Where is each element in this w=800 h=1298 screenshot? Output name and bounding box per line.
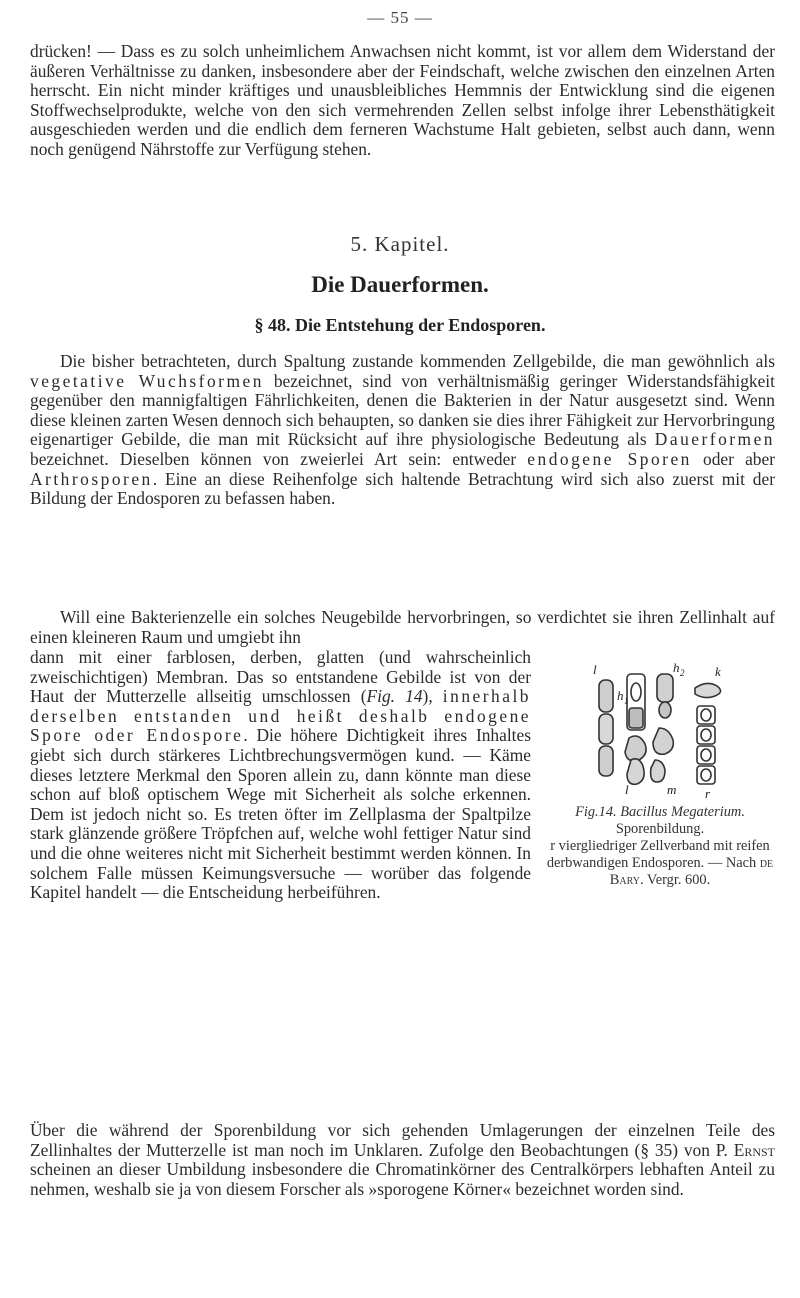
figure-caption-author: Bary bbox=[609, 872, 640, 888]
paragraph-umlagerungen-wrap bbox=[30, 1121, 775, 1199]
figure-caption-author-prefix: de bbox=[759, 855, 774, 871]
page-number: — 55 — bbox=[367, 8, 433, 27]
paragraph-endospore: dann mit einer farblosen, derben, glatten (und wahrscheinlich zweischichtigen) Membran. Das so entstandene Gebilde ist von der Haut der Mutterzelle allseitig umschlossen (Fig. 14), innerhalb derselben entstanden und heißt deshalb endogene Spore oder Endospore. Die höhere Dichtigkeit ihres Inhaltes giebt sich durch stärkeres Lichtbrechungsvermögen kund. — Käme dieses letztere Merkmal den Sporen allein zu, dann könnte man diese schon auf bloß optischem Wege mit Sicherheit als solche erkennen. Dem ist jedoch nicht so. Es treten öfter im Zellplasma der Spaltpilze stark glänzende größere Tröpfchen auf, welche wohl fettiger Natur sind und die ohne weiteres nicht mit Sicherheit bestimmt werden können. In solchem Falle müssen Keimungsversuche — worüber das folgende Kapitel handelt — die Entscheidung herbeiführen. bbox=[30, 647, 531, 903]
figure-label-l-top: l bbox=[593, 662, 597, 677]
figure-caption-subtitle: Sporenbildung. bbox=[615, 821, 705, 837]
bacillus-sporulation-illustration bbox=[585, 660, 735, 800]
paragraph-umlagerungen: Über die während der Sporenbildung vor sich gehenden Umlagerungen der einzelnen Teile des Zellinhaltes der Mutterzelle ist man noch im Unklaren. Zufolge den Beobachtungen (§ 35) von P. Ernst scheinen an dieser Umbildung insbesondere die Chromatinkörner des Centralkörpers lebhaften Anteil zu nehmen, weshalb sie ja von diesem Forscher als »sporogene Körner« bezeichnet worden sind. bbox=[30, 1120, 775, 1199]
intro-paragraph: drücken! — Dass es zu solch unheimlichem Anwachsen nicht kommt, ist vor allem dem Widerstand der äußeren Verhältnisse zu danken, insbesondere aber der Feindschaft, welche zwischen den einzelnen Arten herrscht. Ein nicht minder kräftiges und unausbleibliches Hemmnis der Entwicklung sind die eigenen Stoffwechselprodukte, welche von den sich vermehrenden Zellen selbst infolge ihrer Lebensthätigkeit ausgeschieden werden und die endlich dem ferneren Wachstume Halt gebieten, selbst auch dann, wenn noch genügend Nährstoffe zur Verfügung stehen. bbox=[30, 41, 775, 159]
paragraph-dauerformen: Die bisher betrachteten, durch Spaltung zustande kommenden Zellgebilde, die man gewöhnlich als vegetative Wuchsformen bezeichnet, sind von verhältnismäßig geringer Widerstandsfähigkeit gegenüber den mannigfaltigen Fährlichkeiten, denen die Bakterien in der Natur ausgesetzt sind. Wenn diese kleinen zarten Wesen dennoch sich behaupten, so danken sie dies ihrer Fähigkeit zur Hervorbringung eigenartiger Gebilde, die man mit Rücksicht auf ihre physiologische Bedeutung als Dauerformen bezeichnet. Dieselben können von zweierlei Art sein: entweder endogene Sporen oder aber Arthrosporen. Eine an diese Reihenfolge sich haltende Betrachtung wird sich also zuerst mit der Bildung der Endosporen zu befassen haben. bbox=[30, 351, 775, 509]
figure-label-h2-sub: 2 bbox=[680, 668, 685, 678]
figure-label-h1-sub: 1 bbox=[624, 696, 629, 706]
figure-caption-text: r viergliedriger Zellverband mit reifen derbwandigen Endosporen. — Nach bbox=[546, 838, 770, 871]
figure-label-r: r bbox=[705, 786, 711, 800]
figure-label-h1: h bbox=[617, 688, 624, 703]
chapter-heading: 5. Kapitel. bbox=[350, 232, 450, 256]
figure-caption bbox=[545, 804, 775, 889]
figure-label-m: m bbox=[667, 782, 677, 797]
paragraph-neugebilde: Will eine Bakterienzelle ein solches Neugebilde hervorbringen, so verdichtet sie ihren Zellinhalt auf einen kleineren Raum und umgiebt ihn bbox=[30, 607, 775, 647]
figure-label-l-bottom: l bbox=[625, 782, 629, 797]
figure-label-h2: h bbox=[673, 660, 680, 675]
figure-14 bbox=[545, 660, 775, 889]
figure-caption-title: Fig.14. Bacillus Megaterium. bbox=[575, 804, 745, 820]
paragraph-membran-with-figure bbox=[30, 648, 775, 903]
figure-label-k: k bbox=[715, 664, 721, 679]
subsection-heading: § 48. Die Entstehung der Endosporen. bbox=[254, 315, 546, 335]
figure-caption-ref: . Vergr. 600. bbox=[639, 872, 711, 888]
section-title: Die Dauerformen. bbox=[311, 272, 489, 297]
